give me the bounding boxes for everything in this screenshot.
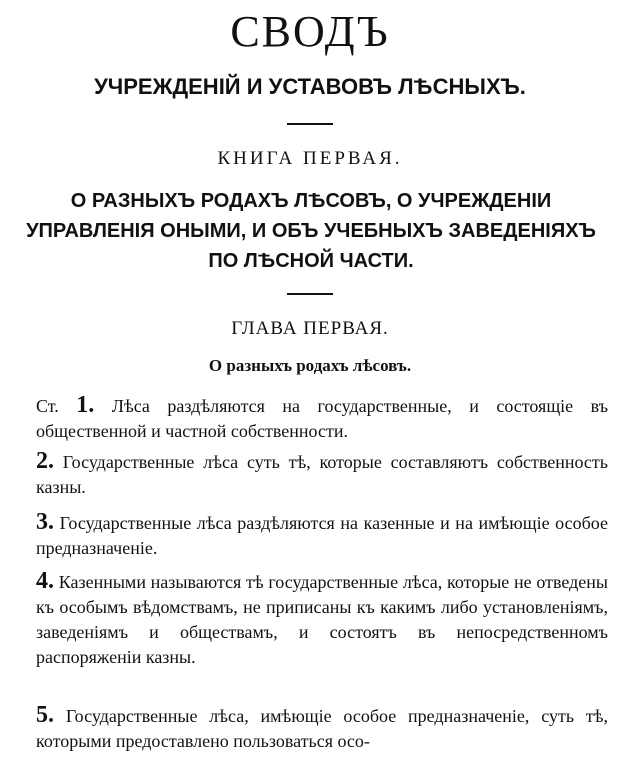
article-paragraph [36,394,608,444]
article-text: Лѣса раздѣляются на государственные, и состоящіе въ общественной и частной собственности. [36,396,609,441]
article-number: 2. [36,448,54,474]
article-3 [36,511,608,561]
document-subtitle: УЧРЕЖДЕНІЙ И УСТАВОВЪ ЛѢСНЫХЪ. [94,74,526,99]
chapter-subject: О разныхъ родахъ лѣсовъ. [208,356,412,375]
article-paragraph [36,511,608,561]
article-text: Государственные лѣса, имѣющіе особое предназначеніе, суть тѣ, которыми предоставлено пользоваться осо- [36,706,608,751]
article-number: 5. [36,702,54,728]
article-paragraph [36,570,608,670]
article-number: 1. [76,392,95,418]
article-paragraph [36,704,608,754]
book-title: КНИГА ПЕРВАЯ. [217,148,403,169]
chapter-title: ГЛАВА ПЕРВАЯ. [231,318,389,339]
article-text: Государственные лѣса раздѣляются на казенные и на имѣющіе особое предназначеніе. [36,513,608,558]
divider-rule [287,123,333,125]
article-paragraph [36,450,608,500]
divider-rule [287,293,333,295]
article-number: 3. [36,509,54,535]
article-number: 4. [36,568,54,594]
article-4 [36,570,608,670]
article-2 [36,450,608,500]
document-title: СВОДЪ [230,7,390,56]
article-prefix: Ст. [36,396,77,416]
article-5 [36,704,608,754]
article-1 [36,394,608,444]
article-text: Государственные лѣса суть тѣ, которые составляютъ собственность казны. [36,452,608,497]
article-text: Казенными называются тѣ государственные лѣса, которые не отведены къ особымъ вѣдомствамъ, не приписаны къ какимъ либо установленіямъ, заведеніямъ и обществамъ, и состоятъ въ непосредственномъ распоряженіи казны. [36,572,608,667]
book-subject: О РАЗНЫХЪ РОДАХЪ ЛѢСОВЪ, О УЧРЕЖДЕНІИ УПРАВЛЕНІЯ ОНЫМИ, И ОБЪ УЧЕБНЫХЪ ЗАВЕДЕНІЯХЪ ПО ЛѢСНОЙ ЧАСТИ. [26,190,596,272]
